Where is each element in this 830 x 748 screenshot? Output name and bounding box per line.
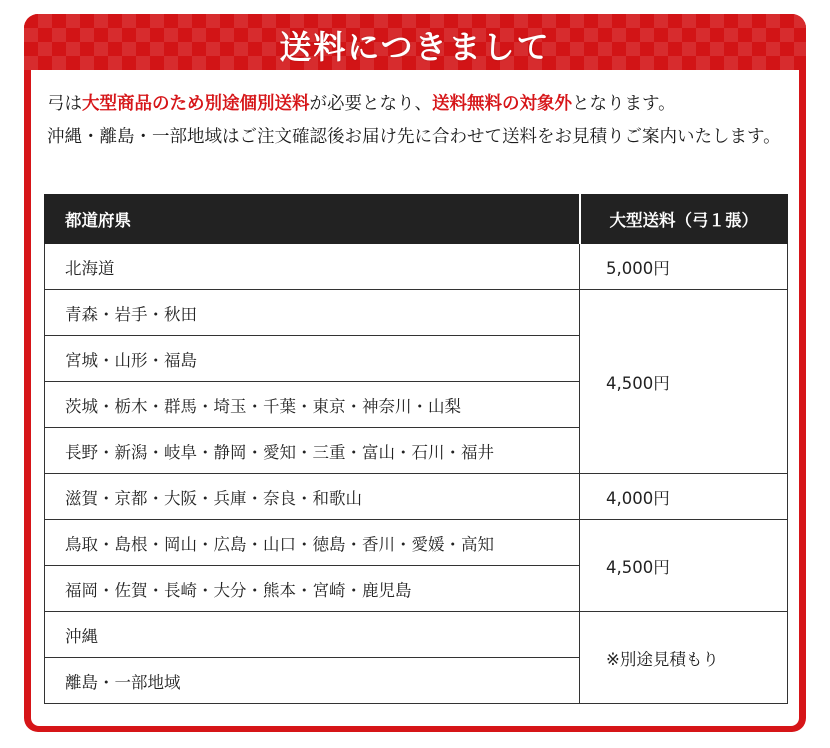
panel-body (31, 70, 799, 726)
panel-header (24, 14, 806, 70)
fee-cell: 4,000円 (580, 474, 788, 520)
region-cell: 長野・新潟・岐阜・静岡・愛知・三重・富山・石川・福井 (45, 428, 580, 474)
fee-cell: 5,000円 (580, 244, 788, 290)
fee-cell: ※別途見積もり (580, 612, 788, 704)
table-row (45, 612, 788, 658)
table-body (45, 244, 788, 704)
region-cell: 茨城・栃木・群馬・埼玉・千葉・東京・神奈川・山梨 (45, 382, 580, 428)
region-cell: 鳥取・島根・岡山・広島・山口・徳島・香川・愛媛・高知 (45, 520, 580, 566)
table-row (45, 520, 788, 566)
region-cell: 青森・岩手・秋田 (45, 290, 580, 336)
table-row (45, 290, 788, 336)
table-row (45, 474, 788, 520)
column-header-fee: 大型送料（弓１張） (580, 195, 788, 244)
fee-cell: 4,500円 (580, 290, 788, 474)
table-header-row (45, 195, 788, 244)
region-cell: 沖縄 (45, 612, 580, 658)
intro-highlight-2: 送料無料の対象外 (432, 94, 572, 114)
column-header-region: 都道府県 (45, 195, 580, 244)
shipping-fee-table (44, 194, 788, 704)
intro-highlight-1: 大型商品のため別途個別送料 (82, 94, 310, 114)
intro-text-2: が必要となり、 (309, 94, 432, 114)
intro-text-3: となります。 (572, 94, 676, 114)
fee-cell: 4,500円 (580, 520, 788, 612)
region-cell: 離島・一部地域 (45, 658, 580, 704)
intro-text (47, 88, 787, 154)
region-cell: 北海道 (45, 244, 580, 290)
region-cell: 宮城・山形・福島 (45, 336, 580, 382)
region-cell: 滋賀・京都・大阪・兵庫・奈良・和歌山 (45, 474, 580, 520)
shipping-panel (24, 14, 806, 732)
intro-text-1: 弓は (47, 94, 82, 114)
table-row (45, 244, 788, 290)
intro-text-4: 沖縄・離島・一部地域はご注文確認後お届け先に合わせて送料をお見積りご案内いたします。 (47, 127, 781, 147)
region-cell: 福岡・佐賀・長崎・大分・熊本・宮崎・鹿児島 (45, 566, 580, 612)
panel-title: 送料につきまして (279, 28, 551, 66)
